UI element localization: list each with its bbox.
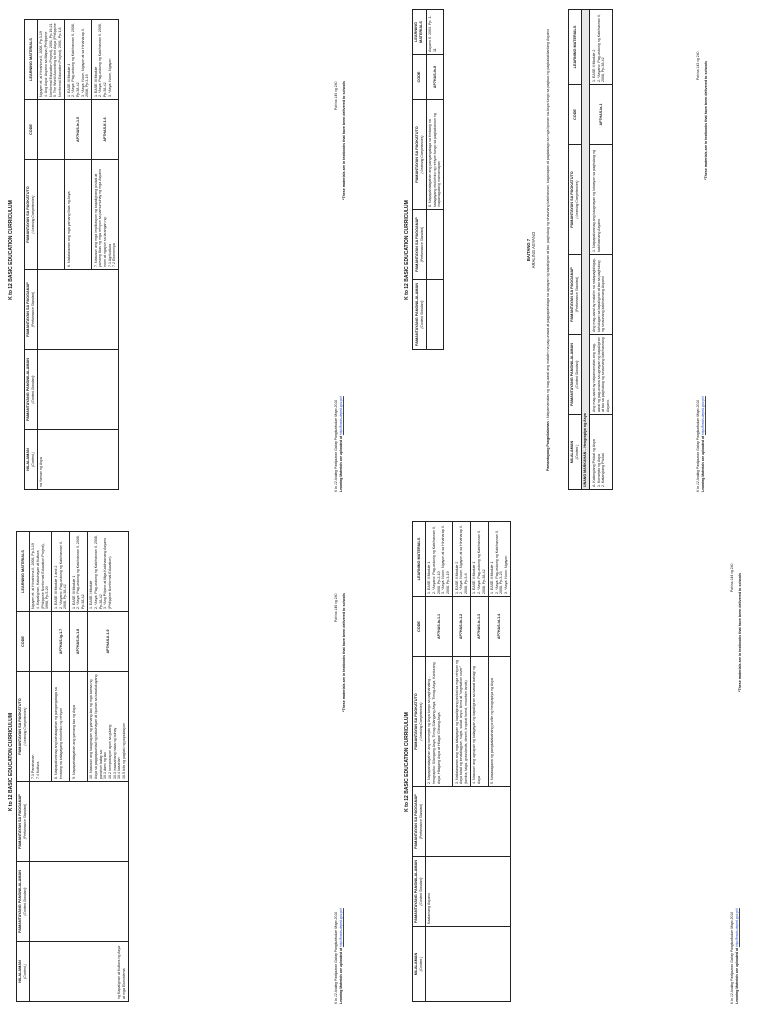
- col-learning-materials: LEARNING MATERIALS: [569, 10, 582, 85]
- competency-cell: 2. Napapahalagahan ang konsepto ng Asya tungo sa paghahating -heograpiko: Silangang Asya, Timog-Silangang Asya, Timog-Asya, Kanlurang Asya, Hilagang Asya at Hilaga/ Gitnang Asya: [425, 657, 452, 787]
- col-content: NILALAMAN (Content ): [569, 415, 582, 490]
- materials-cell: 1. EASE III Module 1 2. *Asya: Pag-usbong ng Kabihasnan II, 2008, Pp.38-42: [70, 532, 88, 612]
- competency-cell: 1. Naipapaliwanag ang kaugnayan ng lokasyon sa paghubog ng kabihasnang Asyano: [590, 145, 612, 255]
- col-performance-standard: PAMANTAYAN SA PAGGANAP (Performance Standard): [25, 270, 38, 350]
- competency-cell: 8. Napapahalagahan ang pangangalaga sa timbang na kalagayang ekolohiko ng rehiyon tungo sa pagkakaroon ng mapanagutang mamamayan: [426, 100, 444, 210]
- code-cell: [37, 100, 64, 160]
- grade-title: BAITANG 7 ARALING ASYANO: [526, 231, 537, 269]
- col-learning-competencies: PAMANTAYAN SA PAGKATUTO ( Learning Competencies): [413, 657, 426, 787]
- performance-standard-cell: [425, 787, 510, 857]
- curriculum-page-145: [0, 0, 360, 500]
- materials-cell: 1. EASE III Module 2. *Asya: Pag-usbong ng Kabihasnan II, 2008, Pp.38-42 3. *Asya: Noon, Ngayon: [92, 20, 119, 100]
- table-header-row: [25, 20, 38, 490]
- delivered-note: *These materials are in textbooks that have been delivered to schools: [342, 80, 346, 200]
- competency-cell: 7.3 Panahanan 7.4 Kultura: [29, 672, 51, 782]
- performance-standard-cell: [426, 210, 444, 280]
- col-content-standard: PAMANTAYANG PANGNILALAMAN (Content Standard): [413, 280, 427, 350]
- content-cell: A. Katangiang Pisikal ng Asya 1. Konsepto ng Asya 2. Katangiang Pisikal: [590, 415, 612, 490]
- materials-cell: Nguyen et. al Hiroshima II, 2008, Pp.3-19 4. Ang Asya: Asyano sa Mapa (Philippine Nonformal Education Project), 2001, Pp.19-21 5. The World According to the Asya (Philippine Nonformal Education Project). 2001. Pp.1-8: [37, 20, 64, 100]
- content-standard-cell: [37, 350, 118, 430]
- materials-cell: 1. EASE II Module 1 2. *Asyano: Pag-usbong ng Kabihasnan II, 2008, Pp.2-10 3. *Asya: Noon, Ngayon at sa Hinaharap II, 2008, Pp.3-19: [425, 522, 452, 597]
- materials-cell: 1. EASE II Module 2 2. *Asya: Noon, Ngayon at sa Hinaharap II, 2008, Pp.3-6: [453, 522, 471, 597]
- table-row: [426, 10, 444, 350]
- col-content-standard: PAMANTAYANG PANGNILALAMAN (Content Standard): [25, 350, 38, 430]
- col-learning-materials: LEARNING MATERIALS: [413, 10, 427, 55]
- col-learning-materials: LEARNING MATERIALS: [25, 20, 38, 100]
- col-learning-competencies: PAMANTAYAN SA PAGKATUTO ( Learning Competencies): [25, 160, 38, 270]
- code-cell: AP7HAS-Ia-1.1: [425, 597, 452, 657]
- col-content-standard: PAMANTAYANG PANGNILALAMAN (Content Standard): [17, 862, 30, 942]
- lrmds-link[interactable]: http://lrmds.deped.gov.ph/: [338, 396, 343, 436]
- page-header: K to 12 BASIC EDUCATON CURRICULUM: [8, 712, 14, 812]
- page-number: Pahina 143 ng 240: [696, 51, 700, 80]
- page-header: K to 12 BASIC EDUCATION CURRICULUM: [404, 200, 410, 300]
- code-cell: AP7HAS-Ic-1.3: [470, 597, 488, 657]
- quarter-label: UNANG MARKAHAN – Heograpiya ng Asya: [581, 10, 589, 490]
- page-number: Pahina 145 ng 240: [334, 81, 338, 110]
- page-quadrant-bottom-right: [396, 512, 768, 1024]
- page-quadrant-top-right: [396, 0, 768, 512]
- page-quadrant-bottom-left: [0, 512, 372, 1024]
- content-standard-cell: [29, 862, 128, 942]
- col-content: NILALAMAN (Content ): [413, 927, 426, 1002]
- col-code: CODE: [569, 85, 582, 145]
- lrmds-link[interactable]: http://lrmds.deped.gov.ph/: [338, 908, 343, 948]
- col-code: CODE: [413, 597, 426, 657]
- materials-cell: 1. EASE II Module 2 2. *Asyano: Pag-usbong ng Kabihasnan II, 2008, Pp.38-42: [590, 10, 612, 85]
- page-footer: K to 12 Araling Panlipunan Gabay Pangkurikulum Mayo 2016 Learning Materials are uploaded at http://lrmds.deped.gov.ph/: [730, 908, 739, 1004]
- code-cell: AP7HAS-Ie-1.5: [65, 100, 92, 160]
- materials-cell: Nguyen et. al Hiroshima II, 2008, Pp.3-19 4. Kapaligiran, Kabuhayan at Kultura (Philippine Nonformal Education Project), 1998, Pp.5-20: [29, 532, 51, 612]
- col-learning-competencies: PAMANTAYAN SA PAGKATUTO ( Learning Competencies): [413, 100, 427, 210]
- competency-cell: [37, 160, 64, 270]
- page-footer: K to 12 Araling Panlipunan Gabay Pangkurikulum Mayo 2016 Learning Materials are uploaded at http://lrmds.deped.gov.ph/: [334, 908, 343, 1004]
- col-performance-standard: PAMANTAYAN SA PAGGANAP (Performance Standard): [17, 782, 30, 862]
- lrmds-link[interactable]: http://lrmds.deped.gov.ph/: [734, 908, 739, 948]
- delivered-note: *These materials are in textbooks that have been delivered to schools: [738, 572, 742, 692]
- col-learning-competencies: PAMANTAYAN SA PAGKATUTO ( Learning Competencies): [569, 145, 582, 255]
- competency-cell: 7. Nasusuri ang mga implikasyon ng kapaligirang pisikal at yamang likas ng mga rehiyon sa pamumuhay ng mga Asyano noon at ngayon sa larangan ng: 7.1 Agrikultura 7.2 Ekonomiya: [92, 160, 119, 270]
- code-cell: AP7HAS-Ih-1.8: [70, 612, 88, 672]
- content-standard-cell: [426, 280, 444, 350]
- page-number: Pahina 146 ng 240: [334, 593, 338, 622]
- page-header: K to 12 BASIC EDUCATION CURRICULUM: [8, 200, 14, 300]
- code-cell: AP7HAS-Id-1.4: [488, 597, 510, 657]
- delivered-note: *These materials are in textbooks that have been delivered to schools: [342, 592, 346, 712]
- curriculum-page-144: [396, 512, 756, 1012]
- materials-cell: 1. EASE III Module 1 2. *Asya: Pag-usbong ng Kabihasnan II, 2008, Pp.38-42 3. *Asya: Noon, Ngayon at sa Hinaharap II, 2008, Pp.3-19: [65, 20, 92, 100]
- competency-cell: 8. Naipapaliwanag ang kahalagahan ng pangangalaga sa timbang na kalagayang ekolohiko ng rehiyon: [52, 672, 70, 782]
- performance-standard-cell: [29, 782, 128, 862]
- col-content: NILALAMAN (Content ): [17, 942, 30, 1002]
- materials-cell: Asyano 6. 2003. Pp. 1-11: [426, 10, 444, 55]
- content-cell: [425, 927, 510, 1002]
- code-cell: AP7HAS-Ii-1.9: [88, 612, 129, 672]
- delivered-note: *These materials are in textbooks that have been delivered to schools: [704, 60, 708, 180]
- materials-cell: 1. EASE I Module 2. *Asya: Pag-usbong ng Kabihasnan II, 2008, Pp.38-42 3. *Ang Pilipino at Mga Kabihasnang Asyano (Philippine Nonformal Education): [88, 532, 129, 612]
- competency-cell: 4. Nasusuri ang ugnayan ng kalagayan ng kapaligiran sa bawat bahagi ng Asya: [470, 657, 488, 787]
- performance-standard-cell: [37, 270, 118, 350]
- col-content-standard: PAMANTAYANG PANGNILALAMAN (Content Standard): [569, 335, 582, 415]
- content-standard-cell: Ang mag-aaral ay naipamamalas ang mag-aaral ng pag-unawa sa ugnayan ng kapaligiran at tao sa paghubog ng sinaunang kabihasnang Asyano.: [590, 335, 612, 415]
- materials-cell: 1. EASE II Module 1 2. *Asya: Pag-usbong ng Kabihasnan II, 2008, Pp.3-23 3. *Asya: Noon, Ngayon: [488, 522, 510, 597]
- performance-standard-cell: Ang mag-aaral ay malalim na nakapagbibigay-kahulugan sa kapaligiran at tao sa paghubog ng sinaunang kabihasnang Asyano: [590, 255, 612, 335]
- page-header: K to 12 BASIC EDUCATION CURRICULUM: [404, 712, 410, 812]
- page-footer: K to 12 Araling Panlipunan Gabay Pangkurikulum Mayo 2016 Learning Materials are uploaded at http://lrmds.deped.gov.ph/: [334, 396, 343, 492]
- code-cell: AP7HAS-Ig-1.7: [52, 612, 70, 672]
- curriculum-page-146: [0, 512, 360, 1012]
- code-cell: AP7HAS-Ia-1: [590, 85, 612, 145]
- competency-cell: 10. Nasusuri ang kaugnayan ng yamang-tao ng mga bansa ng Asya sa pagpapaunlad ng kabuhayan at lipunan sa kasalukuyang panahon batay sa: 10.1 dami ng tao 10.2 komposisyon ayon sa gulang 10.3 inaasahang haba ng buhay 10.4 kasarian 10.5 bilis ng paglaki ng populasyon: [88, 672, 129, 782]
- col-content: NILALAMAN (Content ): [25, 430, 38, 490]
- code-cell: AP7HAS-Ib-1.2: [453, 597, 471, 657]
- col-learning-competencies: PAMANTAYAN SA PAGKATUTO ( Learning Competencies): [17, 672, 30, 782]
- competency-cell: 5. Nasasagawa ng pangkatabahang profile ng heograpiya ng Asya: [488, 657, 510, 787]
- competency-cell: 6. Nailalarawan ang mga yamang likas ng Asya: [65, 160, 92, 270]
- curriculum-table: [412, 521, 511, 1002]
- col-content-standard: PAMANTAYANG PANGNILALAMAN (Content Standard): [413, 857, 426, 927]
- col-code: CODE: [413, 55, 427, 100]
- content-standard-statement: Pamantayang Pangnilalaman : Naipamamalas ng mag-aaral ang malalim na pag-unawa at pagpapahalaga sa ugnayan ng kapaligiran at tao, paghubog ng sinaunang kabihasnan, kaganapan at pagbabago sa mga lipunan sa Asya tungo sa pagbuo ng pagkakakilanlang Asyano: [546, 29, 550, 471]
- page-quadrant-top-left: [0, 0, 372, 512]
- page-number: Pahina 144 ng 240: [730, 563, 734, 592]
- center-gutter: [372, 0, 396, 1024]
- content-cell: na Yaman ng Asya: [37, 430, 118, 490]
- table-header-row: [413, 522, 426, 1002]
- quarter-row: [581, 10, 589, 490]
- col-learning-materials: LEARNING MATERIALS: [413, 522, 426, 597]
- materials-cell: 1. EASE III Module 1 and 2 2. *Asyano: Pag-usbong ng Kabihasnan II, 2008, Pp.38-42: [52, 532, 70, 612]
- code-cell: [29, 612, 51, 672]
- competency-cell: 9. Napapahalagahan ang yamang tao ng Asya: [70, 672, 88, 782]
- col-learning-materials: LEARNING MATERIALS: [17, 532, 30, 612]
- col-performance-standard: PAMANTAYAN SA PAGGANAP (Performance Standard): [413, 210, 427, 280]
- curriculum-table: [568, 9, 613, 490]
- table-row: [425, 522, 452, 1002]
- table-header-row: [17, 532, 30, 1002]
- curriculum-page-143: [396, 0, 756, 500]
- code-cell: AP7HAS-Ih-8: [426, 55, 444, 100]
- table-row: [37, 20, 64, 490]
- col-performance-standard: PAMANTAYAN SA PAGGANAP (Performance Standard): [569, 255, 582, 335]
- table-header-row: [569, 10, 582, 490]
- content-cell: ng Kapaligiran at Kultura ng Asya at mga Ekosistema: [29, 942, 128, 1002]
- col-code: CODE: [17, 612, 30, 672]
- table-row: [590, 10, 612, 490]
- table-header-row: [413, 10, 427, 350]
- content-standard-cell: Kaalamang Asyano: [425, 857, 510, 927]
- table-row: [29, 532, 51, 1002]
- materials-cell: 1. EASE II Module 1 2. *Asya: Pag-usbong ng Kabihasnan II, 2008, Pp.38-42: [470, 522, 488, 597]
- competency-cell: 3. Nailalarawan ang mga kalagayan ng kapaligirang pisikal sa mga rehiyon ng Asya tulad ng kinalalagyan, hugis, sukat, anyo, klima at "vegetation cover" (tundra, taiga, grasslands, desert, tropical forest, mountain lands): [453, 657, 471, 787]
- col-performance-standard: PAMANTAYAN SA PAGGANAP (Performance Standard): [413, 787, 426, 857]
- top-table: [412, 9, 444, 350]
- curriculum-table: [24, 19, 119, 490]
- code-cell: AP7HAS-If-1.6: [92, 100, 119, 160]
- curriculum-table: [16, 531, 129, 1002]
- page-footer: K to 12 Araling Panlipunan Gabay Pangkurikulum Mayo 2016 Learning Materials are uploaded at http://lrmds.deped.gov.ph/: [696, 396, 705, 492]
- col-code: CODE: [25, 100, 38, 160]
- lrmds-link[interactable]: http://lrmds.deped.gov.ph/: [700, 396, 705, 436]
